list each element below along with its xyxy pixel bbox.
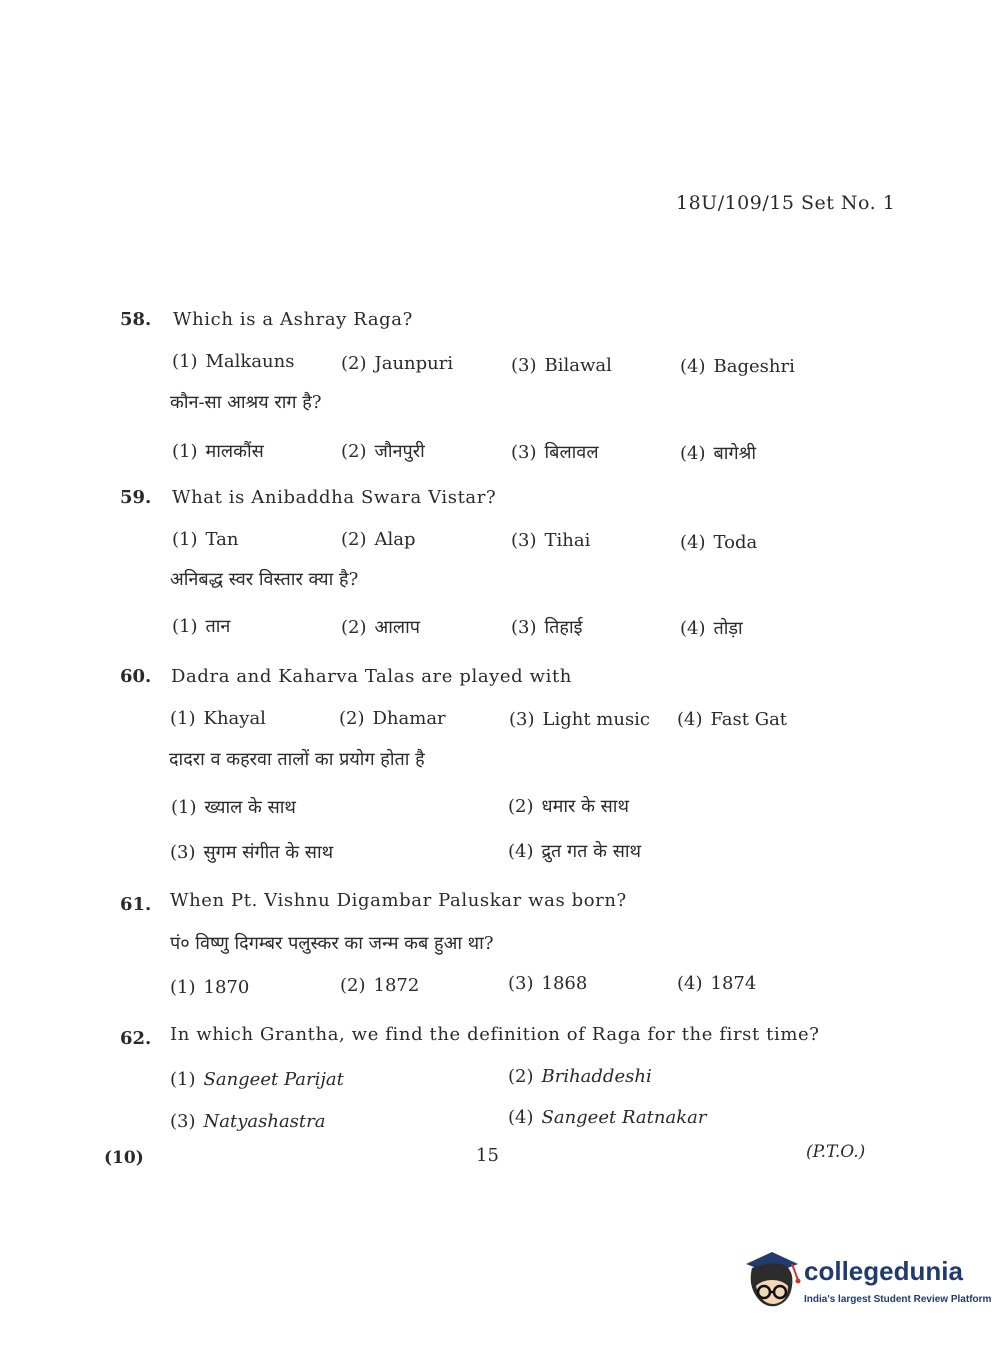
option-2: (2) Alap <box>341 529 416 550</box>
question-text: What is Anibaddha Swara Vistar? <box>172 487 497 508</box>
option-4-hindi: (4) बागेश्री <box>680 443 756 464</box>
option-3: (3) Tihai <box>511 530 591 551</box>
footer-page-code: (10) <box>104 1148 144 1168</box>
option-3-hindi: (3) तिहाई <box>511 617 583 638</box>
option-1: (1) Khayal <box>170 708 266 729</box>
option-2: (2) Brihaddeshi <box>508 1066 652 1087</box>
option-2: (2) Dhamar <box>339 708 446 729</box>
question-number: 60. <box>120 666 152 687</box>
option-2-hindi: (2) धमार के साथ <box>508 796 629 817</box>
mascot-icon <box>742 1250 802 1314</box>
option-3: (3) Light music <box>509 709 651 730</box>
option-2: (2) 1872 <box>340 975 420 996</box>
set-code: 18U/109/15 Set No. 1 <box>676 192 896 214</box>
question-text: In which Grantha, we find the definition of Raga for the first time? <box>170 1024 820 1045</box>
option-1: (1) 1870 <box>170 977 250 998</box>
option-3: (3) Natyashastra <box>170 1111 326 1132</box>
option-4: (4) Toda <box>680 532 758 553</box>
question-number: 58. <box>120 309 152 330</box>
option-1: (1) Sangeet Parijat <box>170 1069 344 1090</box>
question-number: 59. <box>120 487 152 508</box>
logo-tagline: India's largest Student Review Platform <box>804 1294 992 1305</box>
option-2-hindi: (2) आलाप <box>341 617 420 638</box>
question-number: 62. <box>120 1028 152 1049</box>
option-2-hindi: (2) जौनपुरी <box>341 441 425 462</box>
please-turn-over: (P.T.O.) <box>806 1142 866 1162</box>
option-4: (4) Sangeet Ratnakar <box>508 1107 707 1128</box>
option-4: (4) Bageshri <box>680 356 795 377</box>
question-text-hindi: कौन-सा आश्रय राग है? <box>170 392 322 413</box>
page-number: 15 <box>476 1145 499 1166</box>
option-1-hindi: (1) ख्याल के साथ <box>171 797 296 818</box>
option-4-hindi: (4) द्रुत गत के साथ <box>508 841 642 862</box>
option-4: (4) 1874 <box>677 973 757 994</box>
question-text: Which is a Ashray Raga? <box>173 309 413 330</box>
question-number: 61. <box>120 894 152 915</box>
option-3: (3) 1868 <box>508 973 588 994</box>
question-text: When Pt. Vishnu Digambar Paluskar was born? <box>170 890 627 911</box>
option-3-hindi: (3) सुगम संगीत के साथ <box>170 842 334 863</box>
question-text-hindi: अनिबद्ध स्वर विस्तार क्या है? <box>170 569 359 590</box>
question-text-hindi: दादरा व कहरवा तालों का प्रयोग होता है <box>169 749 425 770</box>
option-4: (4) Fast Gat <box>677 709 788 730</box>
logo-wordmark: collegedunia <box>804 1256 963 1286</box>
option-4-hindi: (4) तोड़ा <box>680 618 743 639</box>
option-2: (2) Jaunpuri <box>341 353 454 374</box>
option-1: (1) Malkauns <box>172 351 295 372</box>
option-1-hindi: (1) मालकौंस <box>172 441 264 462</box>
option-1: (1) Tan <box>172 529 239 550</box>
option-3: (3) Bilawal <box>511 355 612 376</box>
question-text-hindi: पं० विष्णु दिगम्बर पलुस्कर का जन्म कब हुआ था? <box>170 933 494 954</box>
option-3-hindi: (3) बिलावल <box>511 442 599 463</box>
option-1-hindi: (1) तान <box>172 616 231 637</box>
question-text: Dadra and Kaharva Talas are played with <box>171 666 573 687</box>
collegedunia-logo <box>742 1250 992 1320</box>
